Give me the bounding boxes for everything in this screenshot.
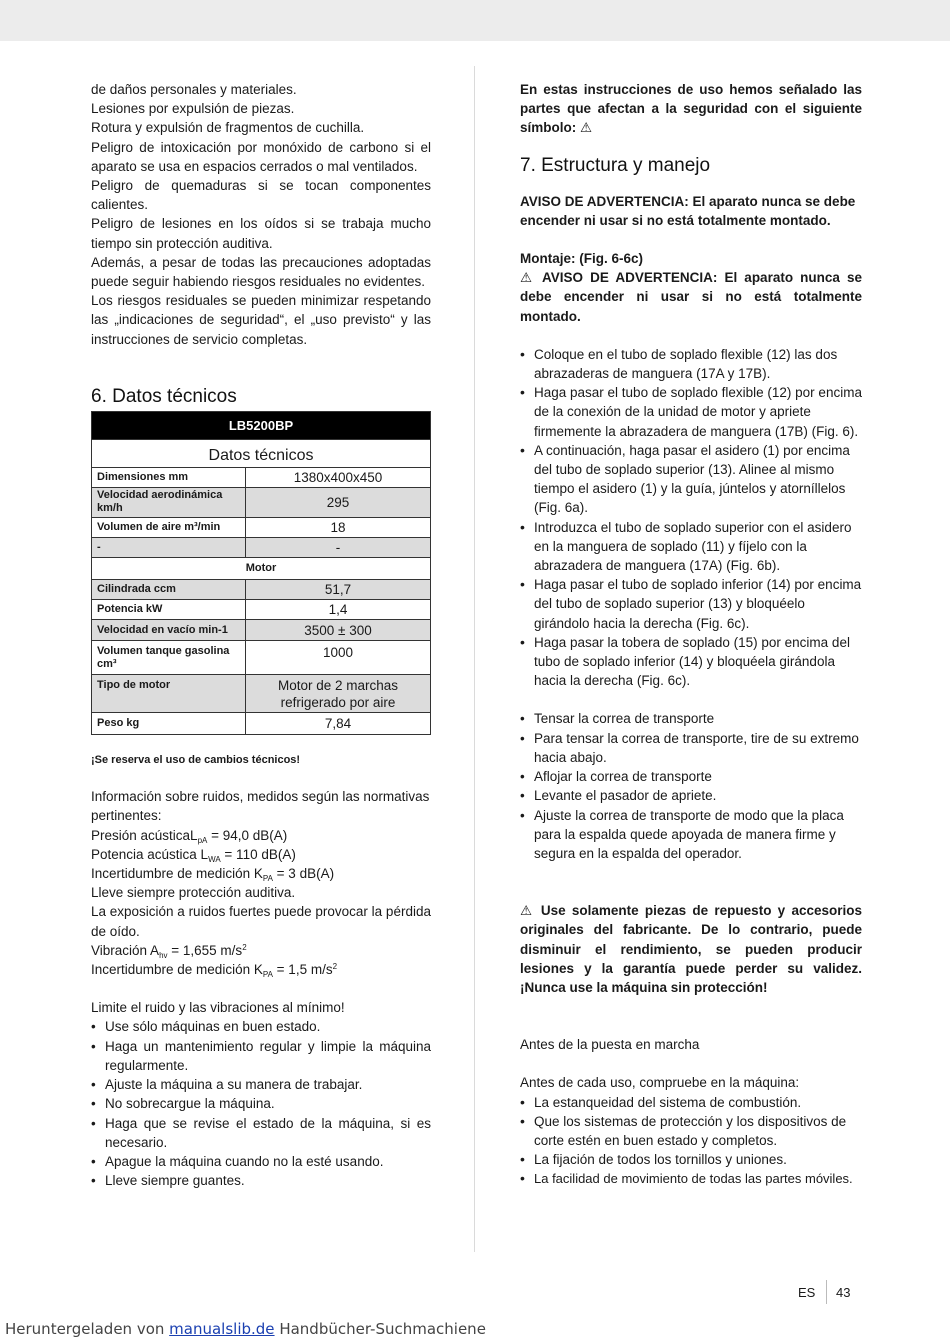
intro-line: de daños personales y materiales. <box>91 82 297 97</box>
list-item: • Tensar la correa de transporte <box>520 709 862 728</box>
noise-intro: Información sobre ruidos, medidos según las normativas pertinentes: <box>91 789 430 824</box>
table-row: - - <box>92 537 431 557</box>
list-item: • Lleve siempre guantes. <box>91 1171 431 1190</box>
list-item: • Apague la máquina cuando no la esté usando. <box>91 1152 431 1171</box>
motor-subheader: Motor <box>92 557 431 579</box>
warning-notice: AVISO DE ADVERTENCIA: El aparato nunca se debe encender ni usar si no está totalmente montado. <box>520 193 856 228</box>
intro-line: Los riesgos residuales se pueden minimizar respetando las „indicaciones de seguridad“, el „uso previsto“ y las instrucciones de servicio completas. <box>91 293 431 347</box>
vibration-uncertainty: Incertidumbre de medición $K_{PA} = 1,5$ $m/s^2$ <box>91 962 338 980</box>
table-row: Volumen de aire m³/min 18 <box>92 517 431 537</box>
list-item: • Introduzca el tubo de soplado superior con el asidero en la manguera de soplado (11) y fíjelo con la abrazadera de manguera (17A) (Fig. 6b). <box>520 518 862 576</box>
list-item: • Coloque en el tubo de soplado flexible (12) las dos abrazaderas de manguera (17A y 17B). <box>520 345 862 383</box>
table-row: Peso kg 7,84 <box>92 713 431 735</box>
right-column <box>520 80 862 1189</box>
column-divider <box>474 66 475 1252</box>
intro-line: Peligro de quemaduras si se tocan componentes calientes. <box>91 178 431 213</box>
model-header: LB5200BP <box>92 411 431 439</box>
intro-line: Además, a pesar de todas las precauciones adoptadas puede seguir habiendo riesgos residuales no evidentes. <box>91 254 431 290</box>
reserve-note: ¡Se reserva el uso de cambios técnicos! <box>91 754 301 767</box>
exposure-warning: La exposición a ruidos fuertes puede provocar la pérdida de oído. <box>91 904 431 939</box>
list-item: • La facilidad de movimiento de todas las partes móviles. <box>520 1169 862 1188</box>
table-row: Potencia kW 1,4 <box>92 600 431 620</box>
list-item: • Haga pasar el tubo de soplado inferior (14) por encima del tubo de soplado superior (13) y bloquéelo girándolo hacia la derecha (Fig. 6c). <box>520 575 862 633</box>
left-column <box>91 80 431 1190</box>
table-subtitle: Datos técnicos <box>92 439 431 467</box>
list-item: • La estanqueidad del sistema de combustión. <box>520 1093 862 1112</box>
before-start-title: Antes de la puesta en marcha <box>520 1037 700 1053</box>
list-item: • Use sólo máquinas en buen estado. <box>91 1017 431 1036</box>
download-note <box>5 1320 486 1339</box>
section-7-title: 7. Estructura y manejo <box>520 154 711 176</box>
list-item: • Ajuste la máquina a su manera de trabajar. <box>91 1075 431 1094</box>
intro-line: Peligro de intoxicación por monóxido de carbono si el aparato se usa en espacios cerrados o mal ventilados. <box>91 139 431 174</box>
sound-power: Potencia acústica $L_{WA} = 110$ dB(A) <box>91 846 296 864</box>
list-item: • Haga pasar el tubo de soplado flexible (12) por encima de la conexión de la unidad de motor y apriete firmemente la abrazadera de manguera (17B) (Fig. 6). <box>520 383 862 441</box>
tech-data-table <box>91 411 431 735</box>
page-number: 43 <box>836 1285 851 1300</box>
intro-line: Lesiones por expulsión de piezas. <box>91 101 295 117</box>
vibration: Vibración $A_{hv} = 1,655$ $m/s^2$ <box>91 942 247 960</box>
manualslib-link[interactable]: manualslib.de <box>169 1320 275 1338</box>
list-item: • No sobrecargue la máquina. <box>91 1094 431 1113</box>
before-start-intro: Antes de cada uso, compruebe en la máquina: <box>520 1075 800 1091</box>
assembly-warning: ⚠ AVISO DE ADVERTENCIA: El aparato nunca se debe encender ni usar si no está totalmente montado. <box>520 270 862 324</box>
intro-line: Peligro de lesiones en los oídos si se trabaja mucho tiempo sin protección auditiva. <box>91 216 431 251</box>
strap-list <box>520 709 862 863</box>
download-prefix: Heruntergeladen von <box>5 1320 170 1338</box>
list-item: • Que los sistemas de protección y los dispositivos de corte estén en buen estado y completos. <box>520 1112 862 1150</box>
footer-separator <box>826 1280 827 1304</box>
parts-warning: ⚠ Use solamente piezas de repuesto y accesorios originales del fabricante. De lo contrario, puede disminuir el rendimiento, se pueden producir lesiones y la garantía puede perder su validez. ¡Nunca use la máquina sin protección! <box>520 903 862 995</box>
download-suffix: Handbücher-Suchmachiene <box>274 1320 486 1338</box>
footer-language: ES <box>798 1285 816 1300</box>
table-row: Velocidad en vacío min-1 3500 ± 300 <box>92 620 431 641</box>
sound-pressure: Presión acústicaL$_{pA}$ = 94,0 dB(A) <box>91 827 288 845</box>
table-row: Tipo de motor Motor de 2 marchas refrigerado por aire <box>92 675 431 713</box>
noise-info <box>91 787 431 979</box>
safety-note: En estas instrucciones de uso hemos señalado las partes que afectan a la seguridad con el siguiente símbolo: ⚠ <box>520 82 862 136</box>
intro-line: Rotura y expulsión de fragmentos de cuchilla. <box>91 120 365 136</box>
assembly-title: Montaje: (Fig. 6-6c) <box>520 251 644 267</box>
list-item: • Ajuste la correa de transporte de modo que la placa para la espalda quede apoyada de manera firme y segura en la espalda del operador. <box>520 806 862 864</box>
list-item: • Aflojar la correa de transporte <box>520 767 862 786</box>
noise-uncertainty: Incertidumbre de medición $K_{PA} = 3$ dB(A) <box>91 866 335 884</box>
check-list <box>520 1093 862 1189</box>
list-item: • Haga pasar la tobera de soplado (15) por encima del tubo de soplado inferior (14) y bloquéela girándola hacia la derecha (Fig. 6c). <box>520 633 862 691</box>
top-bar <box>0 0 950 41</box>
table-row: Cilindrada ccm 51,7 <box>92 580 431 600</box>
assembly-list <box>520 345 862 691</box>
list-item: • Haga que se revise el estado de la máquina, si es necesario. <box>91 1114 431 1152</box>
list-item: • La fijación de todos los tornillos y uniones. <box>520 1150 862 1169</box>
list-item: • Haga un mantenimiento regular y limpie la máquina regularmente. <box>91 1037 431 1075</box>
list-item: • A continuación, haga pasar el asidero (1) por encima del tubo de soplado superior (13). Alinee al mismo tiempo el asidero (1) y la guía, júntelos y atorníllelos (Fig. 6a). <box>520 441 862 518</box>
intro-text <box>91 80 431 349</box>
hearing-protection: Lleve siempre protección auditiva. <box>91 885 296 901</box>
list-item: • Para tensar la correa de transporte, tire de su extremo hacia abajo. <box>520 729 862 767</box>
table-row: Dimensiones mm 1380x400x450 <box>92 467 431 487</box>
list-item: • Levante el pasador de apriete. <box>520 786 862 805</box>
limit-list <box>91 1017 431 1190</box>
table-row: Velocidad aerodinámica km/h 295 <box>92 487 431 517</box>
limit-title: Limite el ruido y las vibraciones al mínimo! <box>91 1000 345 1016</box>
table-row: Volumen tanque gasolina cm³ 1000 <box>92 641 431 675</box>
section-6-title: 6. Datos técnicos <box>91 385 237 407</box>
